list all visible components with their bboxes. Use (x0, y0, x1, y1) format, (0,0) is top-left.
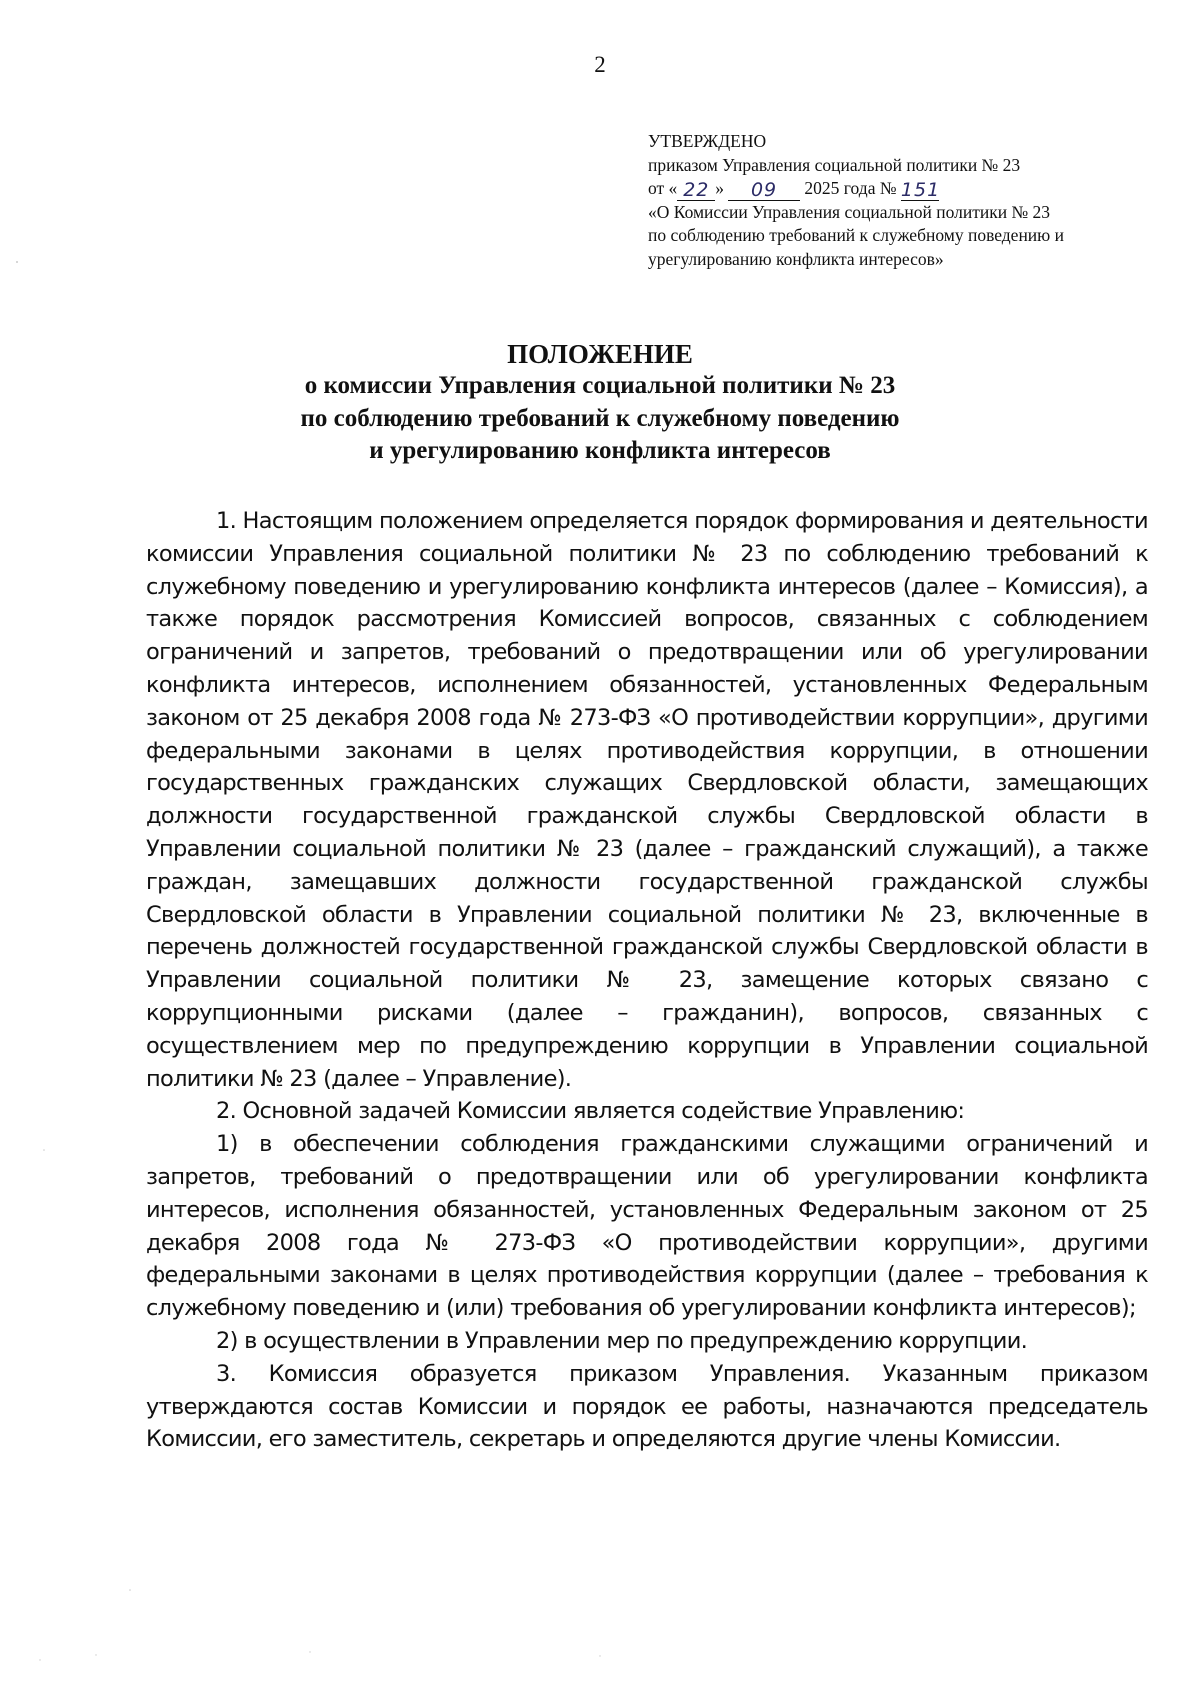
subtitle-line-2: по соблюдению требований к служебному поведению (300, 404, 900, 432)
approval-date-line (648, 177, 1168, 201)
date-month-handwritten: 09 (750, 178, 778, 201)
date-prefix: от « (648, 178, 678, 198)
order-number-field (901, 179, 939, 201)
order-number-handwritten: 151 (900, 178, 941, 201)
date-year-text: 2025 года № (804, 178, 897, 198)
date-mid: » (715, 178, 725, 198)
document-subtitle (0, 370, 1200, 468)
paragraph-1: 1. Настоящим положением определяется порядок формирования и деятельности комиссии Управления социальной политики № 23 по соблюдению требований к служебному поведению и урегулированию конфликта интересов (далее – Комиссия), а также порядок рассмотрения Комиссией вопросов, связанных с соблюдением ограничений и запретов, требований о предотвращении или об урегулировании конфликта интересов, исполнением обязанностей, установленных Федеральным законом от 25 декабря 2008 года № 273-ФЗ «О противодействии коррупции», другими федеральными законами в целях противодействия коррупции, в отношении государственных гражданских служащих Свердловской области, замещающих должности государственной гражданской службы Свердловской области в Управлении социальной политики № 23 (далее – гражданский служащий), а также граждан, замещавших должности государственной гражданской службы Свердловской области в Управлении социальной политики № 23, включенные в перечень должностей государственной гражданской службы Свердловской области в Управлении социальной политики № 23, замещение которых связано с коррупционными рисками (далее – гражданин), вопросов, связанных с осуществлением мер по предупреждению коррупции в Управлении социальной политики № 23 (далее – Управление). (146, 508, 1148, 1092)
subtitle-line-1: о комиссии Управления социальной политики № 23 (304, 372, 896, 399)
approval-block (648, 130, 1168, 271)
subtitle-line-3: и урегулированию конфликта интересов (369, 437, 831, 464)
paragraph-2-item-1: 1) в обеспечении соблюдения гражданскими служащими ограничений и запретов, требований о предотвращении или об урегулировании конфликта интересов, исполнения обязанностей, установленных Федеральным законом от 25 декабря 2008 года № 273-ФЗ «О противодействии коррупции», другими федеральными законами в целях противодействия коррупции (далее – требования к служебному поведению и (или) требования об урегулировании конфликта интересов); (146, 1131, 1148, 1322)
document-body (146, 505, 1148, 1456)
approval-stamp: УТВЕРЖДЕНО (648, 131, 767, 151)
date-day-handwritten: 22 (683, 178, 710, 201)
approval-title-line-3: урегулированию конфликта интересов» (648, 248, 944, 269)
approval-order-line: приказом Управления социальной политики № 23 (648, 154, 1021, 175)
date-month-field (728, 179, 800, 201)
paragraph-3: 3. Комиссия образуется приказом Управления. Указанным приказом утверждаются состав Комиссии и порядок ее работы, назначаются председатель Комиссии, его заместитель, секретарь и определяются другие члены Комиссии. (146, 1360, 1148, 1453)
page-number: 2 (594, 52, 606, 77)
paragraph-2-item-2: 2) в осуществлении в Управлении мер по предупреждению коррупции. (216, 1327, 1028, 1354)
document-title: ПОЛОЖЕНИЕ (507, 339, 693, 369)
approval-title-line-1: «О Комиссии Управления социальной политики № 23 (648, 201, 1051, 222)
approval-title-line-2: по соблюдению требований к служебному поведению и (648, 225, 1064, 245)
paragraph-2: 2. Основной задачей Комиссии является содействие Управлению: (216, 1098, 965, 1125)
date-day-field (677, 179, 715, 201)
